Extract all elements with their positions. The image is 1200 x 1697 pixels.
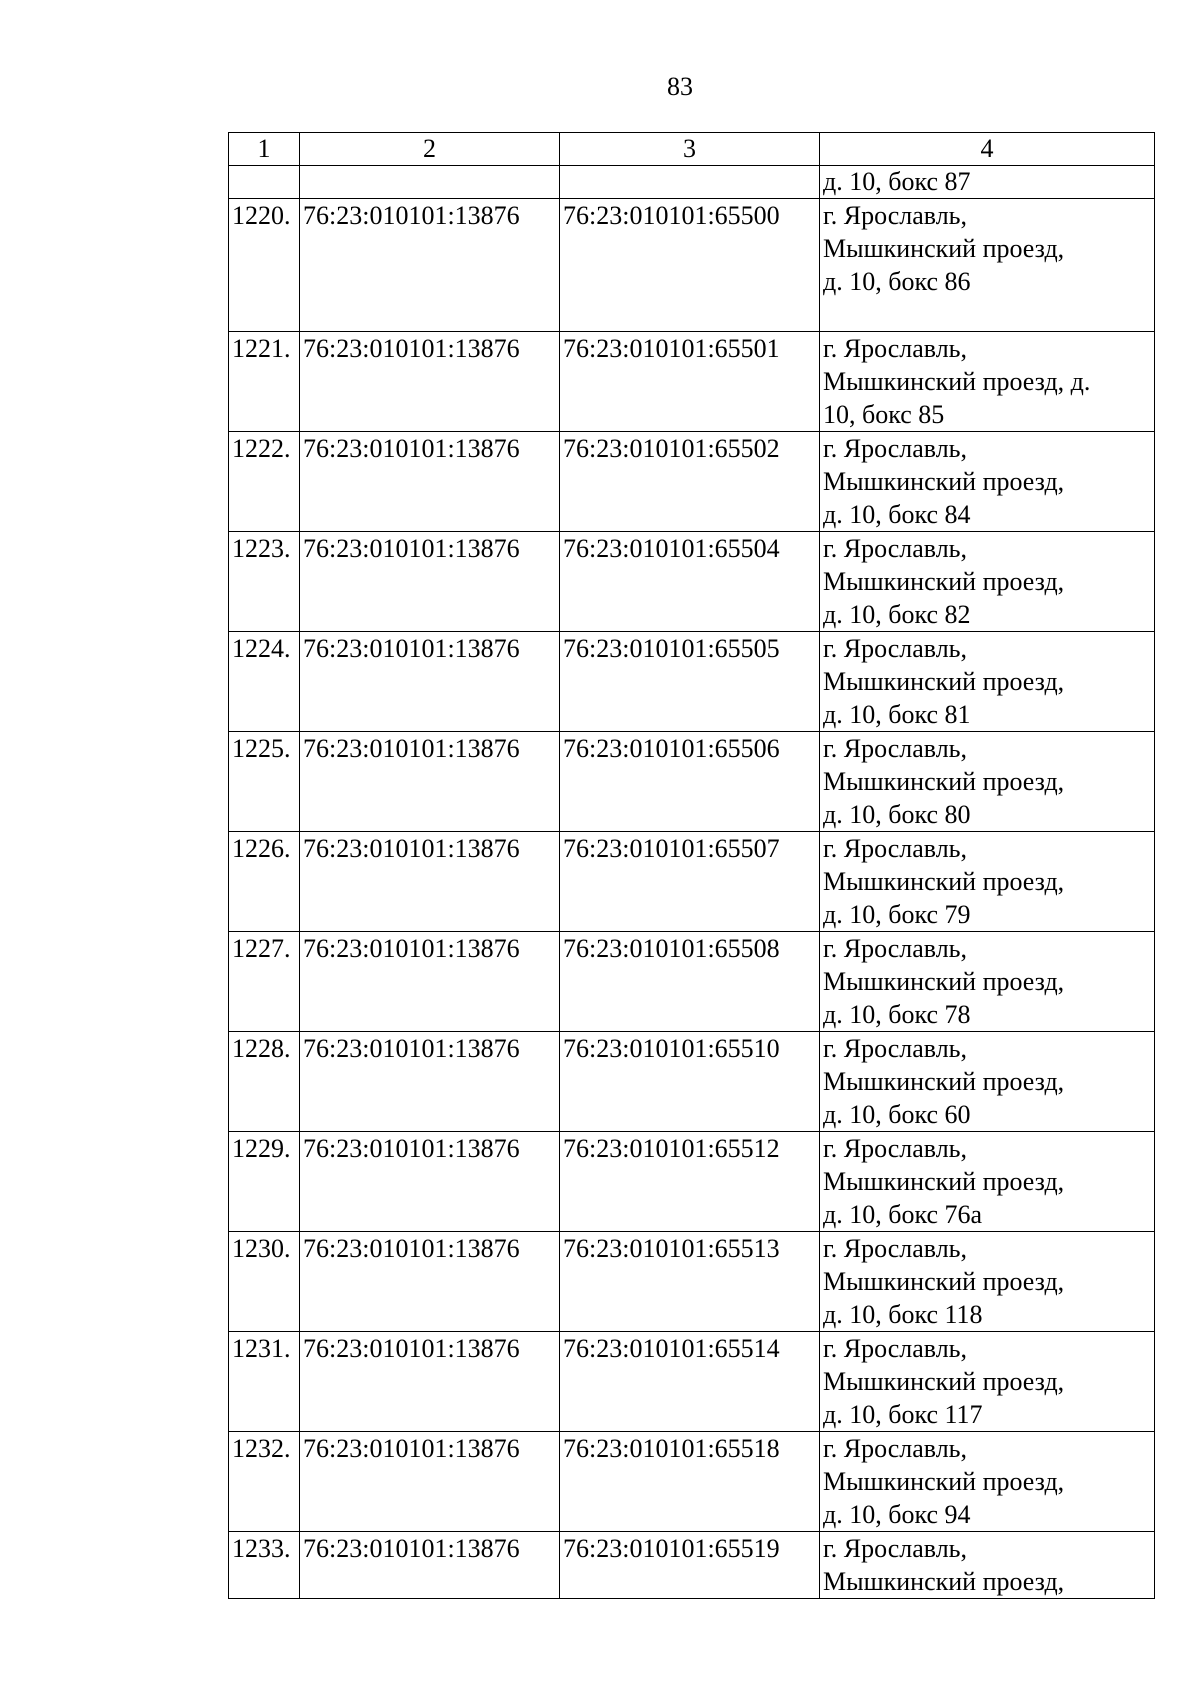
row-number-cell: 1222.	[229, 432, 300, 532]
parcel-number-cell: 76:23:010101:13876	[300, 432, 560, 532]
address-line: Мышкинский проезд,	[823, 467, 1065, 496]
address-line: д. 10, бокс 94	[823, 1500, 971, 1529]
row-number-cell: 1226.	[229, 832, 300, 932]
object-number-cell: 76:23:010101:65513	[560, 1232, 820, 1332]
object-number-cell: 76:23:010101:65507	[560, 832, 820, 932]
address-line: г. Ярославль,	[823, 201, 968, 230]
address-cell	[820, 1232, 1155, 1332]
address-line: Мышкинский проезд,	[823, 1367, 1065, 1396]
table-row	[229, 199, 1155, 332]
row-number-cell: 1233.	[229, 1532, 300, 1599]
object-number-cell: 76:23:010101:65514	[560, 1332, 820, 1432]
address-line: г. Ярославль,	[823, 634, 968, 663]
parcel-number-cell: 76:23:010101:13876	[300, 1332, 560, 1432]
address-line: Мышкинский проезд,	[823, 1167, 1065, 1196]
address-line: д. 10, бокс 78	[823, 1000, 971, 1029]
row-number-cell: 1232.	[229, 1432, 300, 1532]
address-line: д. 10, бокс 84	[823, 500, 971, 529]
address-cell	[820, 532, 1155, 632]
address-line: г. Ярославль,	[823, 1334, 968, 1363]
address-line: г. Ярославль,	[823, 1434, 968, 1463]
table-cell	[300, 166, 560, 199]
row-number-cell: 1227.	[229, 932, 300, 1032]
object-number-cell: 76:23:010101:65501	[560, 332, 820, 432]
address-line: Мышкинский проезд,	[823, 867, 1065, 896]
address-cell	[820, 1532, 1155, 1599]
address-line: Мышкинский проезд,	[823, 1267, 1065, 1296]
address-line: 10, бокс 85	[823, 400, 945, 429]
row-number-cell: 1223.	[229, 532, 300, 632]
continuation-row	[229, 166, 1155, 199]
address-cell	[820, 199, 1155, 332]
object-number-cell: 76:23:010101:65508	[560, 932, 820, 1032]
column-header: 3	[560, 133, 820, 166]
address-line: д. 10, бокс 86	[823, 267, 971, 296]
address-line: д. 10, бокс 79	[823, 900, 971, 929]
parcel-number-cell: 76:23:010101:13876	[300, 199, 560, 332]
parcel-number-cell: 76:23:010101:13876	[300, 532, 560, 632]
table-header-row	[229, 133, 1155, 166]
table-row	[229, 1232, 1155, 1332]
column-header: 4	[820, 133, 1155, 166]
address-line: д. 10, бокс 60	[823, 1100, 971, 1129]
column-header: 2	[300, 133, 560, 166]
address-cell	[820, 732, 1155, 832]
row-number-cell: 1220.	[229, 199, 300, 332]
parcel-number-cell: 76:23:010101:13876	[300, 832, 560, 932]
table-row	[229, 1032, 1155, 1132]
address-cell	[820, 632, 1155, 732]
address-line: д. 10, бокс 118	[823, 1300, 983, 1329]
object-number-cell: 76:23:010101:65506	[560, 732, 820, 832]
table-row	[229, 432, 1155, 532]
address-cell	[820, 832, 1155, 932]
table-row	[229, 532, 1155, 632]
address-line: д. 10, бокс 80	[823, 800, 971, 829]
row-number-cell: 1228.	[229, 1032, 300, 1132]
table-row	[229, 332, 1155, 432]
parcel-number-cell: 76:23:010101:13876	[300, 332, 560, 432]
object-number-cell: 76:23:010101:65502	[560, 432, 820, 532]
row-number-cell: 1230.	[229, 1232, 300, 1332]
row-number-cell: 1224.	[229, 632, 300, 732]
address-cell	[820, 932, 1155, 1032]
parcel-number-cell: 76:23:010101:13876	[300, 732, 560, 832]
parcel-number-cell: 76:23:010101:13876	[300, 1032, 560, 1132]
row-number-cell: 1231.	[229, 1332, 300, 1432]
table-row	[229, 1532, 1155, 1599]
address-cell	[820, 1032, 1155, 1132]
row-number-cell: 1225.	[229, 732, 300, 832]
address-line: Мышкинский проезд, д.	[823, 367, 1091, 396]
parcel-number-cell: 76:23:010101:13876	[300, 1432, 560, 1532]
object-number-cell: 76:23:010101:65518	[560, 1432, 820, 1532]
table-row	[229, 1132, 1155, 1232]
address-line: Мышкинский проезд,	[823, 767, 1065, 796]
address-line: Мышкинский проезд,	[823, 667, 1065, 696]
registry-table	[228, 132, 1155, 1599]
table-row	[229, 732, 1155, 832]
address-line: Мышкинский проезд,	[823, 1467, 1065, 1496]
row-number-cell: 1229.	[229, 1132, 300, 1232]
address-line: г. Ярославль,	[823, 934, 968, 963]
address-line: д. 10, бокс 87	[823, 167, 971, 196]
object-number-cell: 76:23:010101:65510	[560, 1032, 820, 1132]
page-number: 83	[667, 72, 693, 101]
table-row	[229, 632, 1155, 732]
address-line: д. 10, бокс 82	[823, 600, 971, 629]
object-number-cell: 76:23:010101:65504	[560, 532, 820, 632]
table-row	[229, 1332, 1155, 1432]
table-cell	[560, 166, 820, 199]
address-cell	[820, 1332, 1155, 1432]
address-cell	[820, 1132, 1155, 1232]
address-cell	[820, 432, 1155, 532]
address-line: г. Ярославль,	[823, 1534, 968, 1563]
table-row	[229, 832, 1155, 932]
table-row	[229, 932, 1155, 1032]
parcel-number-cell: 76:23:010101:13876	[300, 1132, 560, 1232]
object-number-cell: 76:23:010101:65505	[560, 632, 820, 732]
address-line: Мышкинский проезд,	[823, 567, 1065, 596]
address-cell	[820, 166, 1155, 199]
address-line: г. Ярославль,	[823, 734, 968, 763]
address-line: Мышкинский проезд,	[823, 234, 1065, 263]
table-cell	[229, 166, 300, 199]
table-row	[229, 1432, 1155, 1532]
address-line: Мышкинский проезд,	[823, 1067, 1065, 1096]
address-cell	[820, 1432, 1155, 1532]
address-line: г. Ярославль,	[823, 1234, 968, 1263]
address-line: Мышкинский проезд,	[823, 967, 1065, 996]
address-line: д. 10, бокс 81	[823, 700, 971, 729]
object-number-cell: 76:23:010101:65519	[560, 1532, 820, 1599]
parcel-number-cell: 76:23:010101:13876	[300, 1232, 560, 1332]
object-number-cell: 76:23:010101:65512	[560, 1132, 820, 1232]
parcel-number-cell: 76:23:010101:13876	[300, 932, 560, 1032]
address-line: г. Ярославль,	[823, 334, 968, 363]
address-line: г. Ярославль,	[823, 434, 968, 463]
address-line: д. 10, бокс 76а	[823, 1200, 983, 1229]
parcel-number-cell: 76:23:010101:13876	[300, 632, 560, 732]
column-header: 1	[229, 133, 300, 166]
address-line: г. Ярославль,	[823, 1134, 968, 1163]
address-cell	[820, 332, 1155, 432]
address-line: г. Ярославль,	[823, 834, 968, 863]
row-number-cell: 1221.	[229, 332, 300, 432]
address-line: Мышкинский проезд,	[823, 1567, 1065, 1596]
address-line: г. Ярославль,	[823, 534, 968, 563]
address-line: д. 10, бокс 117	[823, 1400, 983, 1429]
object-number-cell: 76:23:010101:65500	[560, 199, 820, 332]
parcel-number-cell: 76:23:010101:13876	[300, 1532, 560, 1599]
address-line: г. Ярославль,	[823, 1034, 968, 1063]
